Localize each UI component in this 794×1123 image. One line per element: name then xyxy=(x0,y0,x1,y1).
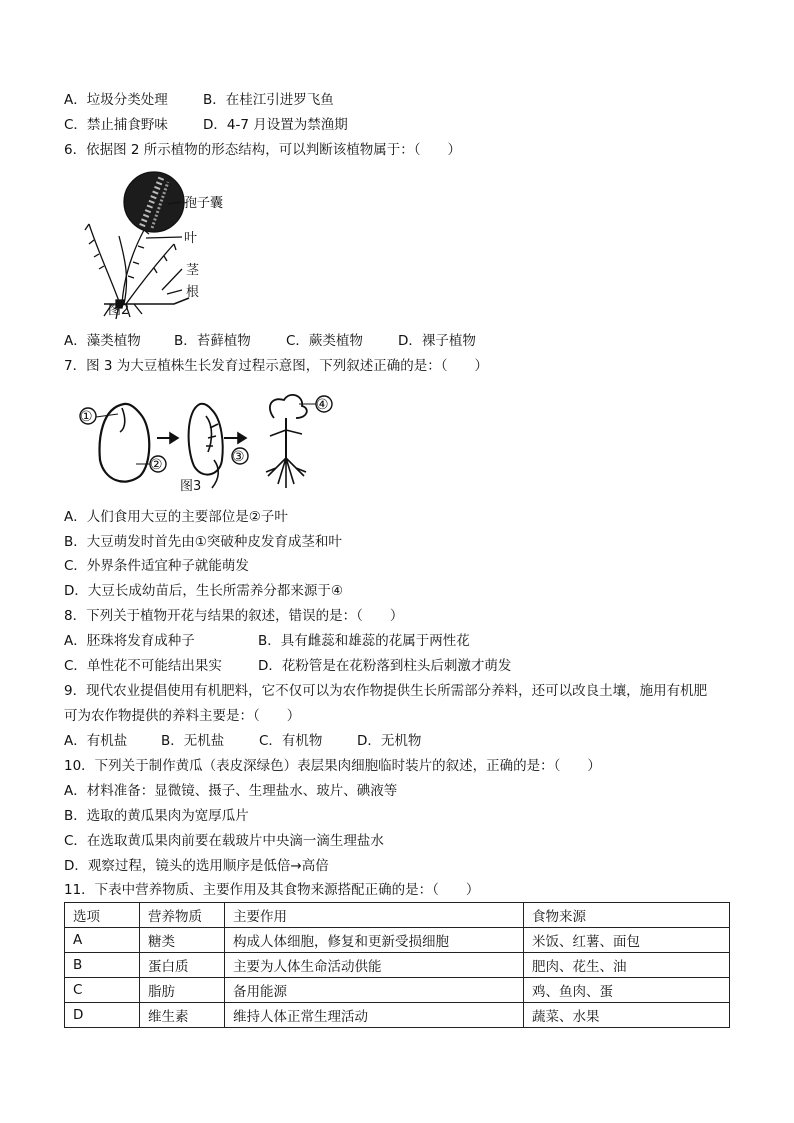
q6-options xyxy=(64,331,476,351)
table-cell-function: 构成人体细胞，修复和更新受损细胞 xyxy=(225,928,524,953)
q5-option-a: A．垃圾分类处理 xyxy=(64,92,168,108)
q10-option-a: A．材料准备：显微镜、摄子、生理盐水、玻片、碘液等 xyxy=(64,783,398,799)
marker-1: ① xyxy=(80,409,93,425)
table-cell-function: 主要为人体生命活动供能 xyxy=(225,953,524,978)
fern-drawing xyxy=(85,172,189,319)
fern-figure-caption: 图2 xyxy=(108,303,130,318)
table-cell-nutrient: 蛋白质 xyxy=(140,953,225,978)
table-cell-option: B xyxy=(65,953,140,978)
q8-option-a: A．胚珠将发育成种子 xyxy=(64,633,195,649)
q11-stem: 11．下表中营养物质、主要作用及其食物来源搭配正确的是：（ ） xyxy=(64,882,480,898)
q5-option-c: C．禁止捕食野味 xyxy=(64,117,168,133)
q8-stem: 8．下列关于植物开花与结果的叙述，错误的是：（ ） xyxy=(64,608,404,624)
q7-option-a: A．人们食用大豆的主要部位是②子叶 xyxy=(64,509,288,525)
marker-2: ② xyxy=(150,457,163,473)
table-header-option: 选项 xyxy=(65,903,140,928)
q8-option-d: D．花粉管是在花粉落到柱头后刺激才萌发 xyxy=(258,658,512,674)
table-header-nutrient: 营养物质 xyxy=(140,903,225,928)
table-cell-nutrient: 维生素 xyxy=(140,1003,225,1028)
q6-option-a: A．藻类植物 xyxy=(64,333,141,349)
q9-option-c: C．有机物 xyxy=(259,733,323,749)
q6-option-b: B．苔藓植物 xyxy=(174,333,251,349)
table-cell-function: 备用能源 xyxy=(225,978,524,1003)
table-cell-option: D xyxy=(65,1003,140,1028)
q7-option-b: B．大豆萌发时首先由①突破种皮发育成茎和叶 xyxy=(64,534,342,550)
nutrient-table xyxy=(64,902,730,1028)
q8-options-row-2 xyxy=(64,656,511,676)
table-row xyxy=(65,928,730,953)
q6-stem: 6．依据图 2 所示植物的形态结构，可以判断该植物属于：（ ） xyxy=(64,142,462,158)
q7-stem: 7．图 3 为大豆植株生长发育过程示意图，下列叙述正确的是：（ ） xyxy=(64,358,489,374)
q5-option-b: B．在桂江引进罗飞鱼 xyxy=(203,92,334,108)
table-cell-option: A xyxy=(65,928,140,953)
q8-options-row-1 xyxy=(64,631,470,651)
q9-option-b: B．无机盐 xyxy=(161,733,225,749)
marker-3: ③ xyxy=(232,449,245,465)
table-row xyxy=(65,953,730,978)
soybean-drawing xyxy=(96,395,316,488)
q10-stem: 10．下列关于制作黄瓜（表皮深绿色）表层果肉细胞临时装片的叙述，正确的是：（ ） xyxy=(64,758,601,774)
q5-option-d: D．4-7 月设置为禁渔期 xyxy=(203,117,348,133)
table-header-function: 主要作用 xyxy=(225,903,524,928)
fern-label-stem: 茎 xyxy=(186,263,200,278)
table-cell-function: 维持人体正常生理活动 xyxy=(225,1003,524,1028)
fern-label-sporangium: 孢子囊 xyxy=(184,196,224,211)
table-row xyxy=(65,1003,730,1028)
q9-option-d: D．无机物 xyxy=(357,733,422,749)
table-cell-source: 肥肉、花生、油 xyxy=(524,953,730,978)
soybean-figure-caption: 图3 xyxy=(180,479,202,494)
soybean-figure xyxy=(74,388,344,500)
table-cell-nutrient: 糖类 xyxy=(140,928,225,953)
q8-option-b: B．具有雌蕊和雄蕊的花属于两性花 xyxy=(258,633,470,649)
q9-options xyxy=(64,731,421,751)
marker-4: ④ xyxy=(316,397,329,413)
q5-options-row-2 xyxy=(64,115,348,135)
q10-option-d: D．观察过程，镜头的选用顺序是低倍→高倍 xyxy=(64,858,329,874)
q6-option-c: C．蕨类植物 xyxy=(286,333,363,349)
q9-stem-line-1: 9．现代农业提倡使用有机肥料，它不仅可以为农作物提供生长所需部分养料，还可以改良土壤，施用有机肥 xyxy=(64,683,708,699)
q7-option-d: D．大豆长成幼苗后，生长所需养分都来源于④ xyxy=(64,583,343,599)
table-cell-option: C xyxy=(65,978,140,1003)
fern-label-leaf: 叶 xyxy=(184,231,198,246)
q9-option-a: A．有机盐 xyxy=(64,733,128,749)
table-cell-source: 米饭、红薯、面包 xyxy=(524,928,730,953)
q8-option-c: C．单性花不可能结出果实 xyxy=(64,658,222,674)
fern-figure xyxy=(64,164,254,328)
table-row xyxy=(65,978,730,1003)
fern-label-root: 根 xyxy=(186,285,200,300)
q7-option-c: C．外界条件适宜种子就能萌发 xyxy=(64,558,249,574)
q5-options-row-1 xyxy=(64,90,334,110)
table-cell-nutrient: 脂肪 xyxy=(140,978,225,1003)
q9-stem-line-2: 可为农作物提供的养料主要是：（ ） xyxy=(64,708,301,724)
q6-option-d: D．裸子植物 xyxy=(398,333,476,349)
q10-option-c: C．在选取黄瓜果肉前要在载玻片中央滴一滴生理盐水 xyxy=(64,833,384,849)
table-cell-source: 蔬菜、水果 xyxy=(524,1003,730,1028)
table-header-row xyxy=(65,903,730,928)
table-cell-source: 鸡、鱼肉、蛋 xyxy=(524,978,730,1003)
q10-option-b: B．选取的黄瓜果肉为宽厚瓜片 xyxy=(64,808,249,824)
table-header-source: 食物来源 xyxy=(524,903,730,928)
